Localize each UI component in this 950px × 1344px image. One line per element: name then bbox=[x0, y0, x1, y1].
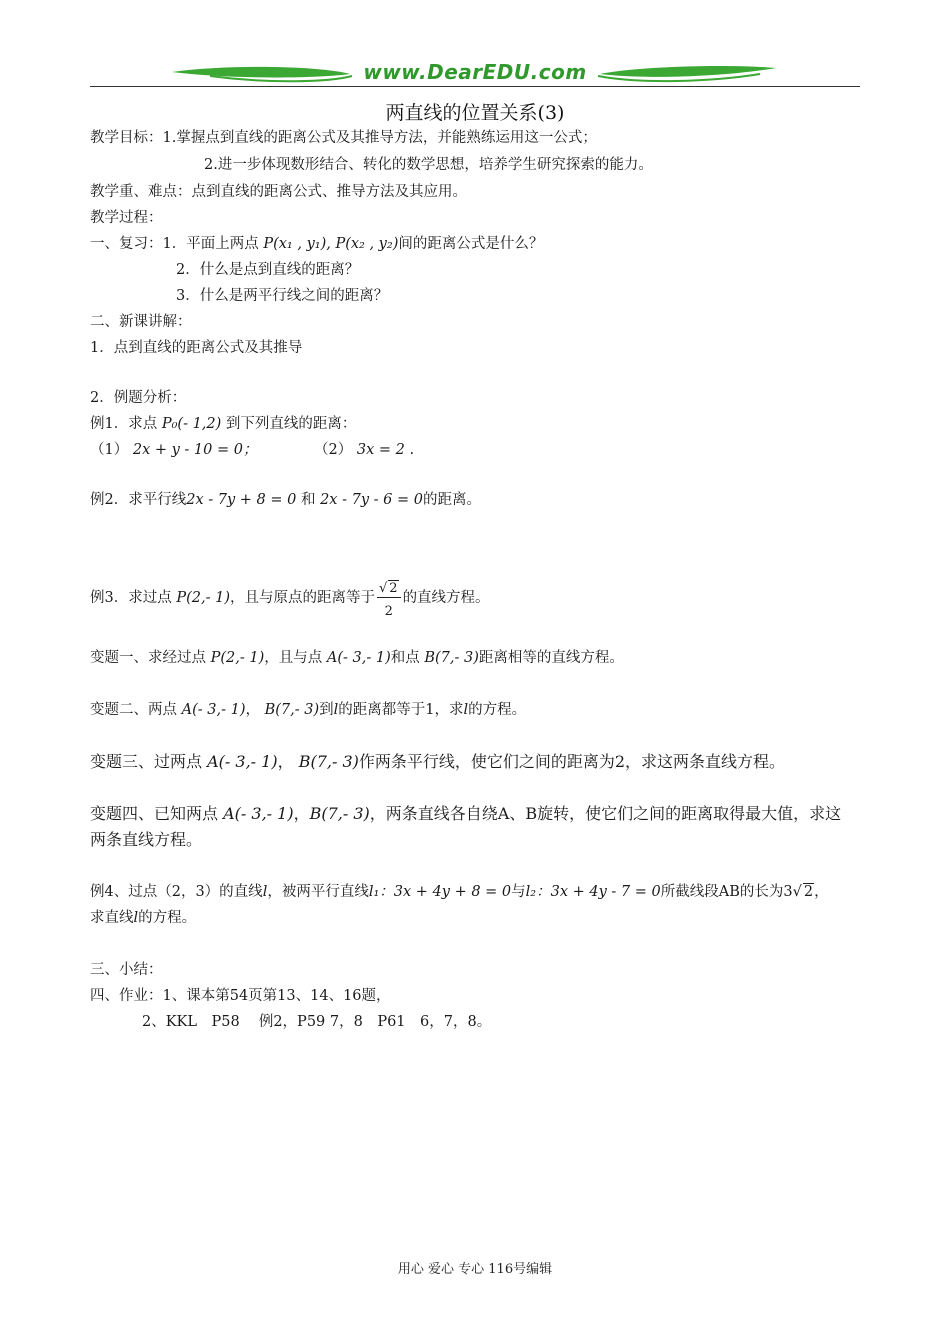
var1-point-a: A(- 3,- 1) bbox=[326, 650, 391, 666]
review-q1-prefix: 一、复习：1．平面上两点 bbox=[90, 236, 259, 252]
review-q2: 2．什么是点到直线的距离？ bbox=[176, 262, 360, 278]
ex4-prefix: 例4、过点（2，3）的直线 bbox=[90, 884, 263, 900]
var2-point-a: A(- 3,- 1) bbox=[181, 702, 246, 718]
header-divider bbox=[90, 86, 860, 87]
ex4-len-rad: 2 bbox=[803, 884, 814, 900]
homework-line-2: 2、KKL P58 例2，P59 7，8 P61 6，7，8。 bbox=[142, 1014, 492, 1030]
example-4-line2 bbox=[90, 908, 196, 928]
var1-point-b: B(7,- 3) bbox=[424, 650, 479, 666]
var1-prefix: 变题一、求经过点 bbox=[90, 650, 206, 666]
page-footer: 用心 爱心 专心 116号编辑 bbox=[397, 1262, 553, 1277]
new-lesson-heading: 二、新课讲解： bbox=[90, 314, 192, 330]
review-q1-formula: P(x₁ , y₁), P(x₂ , y₂) bbox=[263, 236, 399, 252]
objectives-line-1 bbox=[90, 128, 597, 148]
new-lesson-sub2: 2．例题分析： bbox=[90, 390, 187, 406]
var3-sep: ， bbox=[277, 752, 294, 771]
ex2-eq2: 2x - 7y - 6 = 0 bbox=[320, 492, 423, 508]
logo-text: www.DearEDU.com bbox=[363, 60, 587, 84]
variant-3 bbox=[90, 752, 785, 772]
example-1 bbox=[90, 414, 356, 434]
ex4-eq2: ：3x + 4y - 7 = 0 bbox=[536, 884, 661, 900]
ex2-suffix: 的距离。 bbox=[422, 492, 481, 508]
ex4-l: l bbox=[262, 884, 268, 900]
ex2-eq1: 2x - 7y + 8 = 0 bbox=[186, 492, 297, 508]
var2-mid2: 的距离都等于1，求 bbox=[338, 702, 464, 718]
ex1-part1-eq: 2x + y - 10 = 0； bbox=[132, 442, 258, 458]
variant-1 bbox=[90, 648, 624, 668]
ex4-mid2: 与 bbox=[511, 884, 526, 900]
ex3-fraction: $\frac{√ 2}{2}$ bbox=[377, 581, 401, 620]
summary: 三、小结： bbox=[90, 962, 163, 978]
var3-prefix: 变题三、过两点 bbox=[90, 752, 203, 771]
variant-2 bbox=[90, 700, 526, 720]
example-3 bbox=[90, 576, 490, 620]
ex4-mid3: 所截线段AB的长为 bbox=[660, 884, 784, 900]
ex3-prefix: 例3．求过点 bbox=[90, 590, 172, 606]
review-q3: 3．什么是两平行线之间的距离？ bbox=[176, 288, 389, 304]
var2-prefix: 变题二、两点 bbox=[90, 702, 177, 718]
ex4-mid1: ，被两平行直线 bbox=[267, 884, 369, 900]
ex4-l2: l₂ bbox=[525, 884, 537, 900]
page-title: 两直线的位置关系(3) bbox=[385, 102, 565, 124]
ex4-line2-prefix: 求直线 bbox=[90, 910, 134, 926]
var3-suffix: 作两条平行线，使它们之间的距离为2，求这两条直线方程。 bbox=[358, 752, 786, 771]
var1-point-p: P(2,- 1) bbox=[210, 650, 265, 666]
ex1-prefix: 例1．求点 bbox=[90, 416, 158, 432]
var1-suffix: 距离相等的直线方程。 bbox=[478, 650, 624, 666]
var1-mid2: 和点 bbox=[390, 650, 420, 666]
example-2 bbox=[90, 490, 481, 510]
ex3-frac-den: 2 bbox=[384, 603, 393, 619]
ex2-mid: 和 bbox=[300, 492, 316, 508]
example-1-part2 bbox=[314, 440, 414, 460]
ex1-part2-label: （2） bbox=[314, 442, 353, 458]
objective-item-1: 1.掌握点到直线的距离公式及其推导方法，并能熟练运用这一公式； bbox=[162, 130, 597, 146]
ex1-suffix: 到下列直线的距离： bbox=[225, 416, 357, 432]
homework-line-1: 四、作业：1、课本第54页第13、14、16题， bbox=[90, 988, 391, 1004]
ex4-l1: l₁ bbox=[368, 884, 380, 900]
var2-l1: l bbox=[333, 702, 339, 718]
ex3-suffix: 的直线方程。 bbox=[402, 590, 490, 606]
var4-suffix: ，两条直线各自绕A、B旋转，使它们之间的距离取得最大值，求这 bbox=[369, 804, 842, 823]
ex3-mid: ，且与原点的距离等于 bbox=[229, 590, 375, 606]
var1-mid1: ，且与点 bbox=[264, 650, 323, 666]
review-q1-suffix: 间的距离公式是什么？ bbox=[398, 236, 544, 252]
variant-4 bbox=[90, 804, 841, 824]
var2-suffix: 的方程。 bbox=[468, 702, 527, 718]
var3-point-a: A(- 3,- 1) bbox=[207, 752, 278, 771]
example-1-parts bbox=[90, 440, 257, 460]
ex3-point: P(2,- 1) bbox=[176, 590, 230, 606]
ex2-prefix: 例2．求平行线 bbox=[90, 492, 187, 508]
variant-4-line2: 两条直线方程。 bbox=[90, 830, 203, 849]
var2-l2: l bbox=[463, 702, 469, 718]
objectives-label: 教学目标： bbox=[90, 130, 163, 146]
var4-sep: ， bbox=[293, 804, 310, 823]
ex3-frac-num: 2 bbox=[389, 580, 398, 596]
ex4-len-coef: 3 bbox=[783, 884, 793, 900]
key-points: 教学重、难点：点到直线的距离公式、推导方法及其应用。 bbox=[90, 184, 467, 200]
ex4-eq1: ：3x + 4y + 8 = 0 bbox=[379, 884, 512, 900]
var2-mid: 到 bbox=[319, 702, 334, 718]
ex1-part2-eq: 3x = 2 . bbox=[356, 442, 415, 458]
var4-prefix: 变题四、已知两点 bbox=[90, 804, 219, 823]
var4-point-a: A(- 3,- 1) bbox=[223, 804, 294, 823]
review-q1 bbox=[90, 234, 543, 254]
example-4: 例4、过点（2，3）的直线l，被两平行直线l₁：3x + 4y + 8 = 0与l₂：3x + 4y - 7 = 0所截线段AB的长为3√ 2， bbox=[90, 884, 829, 900]
process-label: 教学过程： bbox=[90, 210, 163, 226]
var2-sep: ， bbox=[245, 702, 260, 718]
var4-point-b: B(7,- 3) bbox=[309, 804, 370, 823]
var2-point-b: B(7,- 3) bbox=[264, 702, 320, 718]
ex1-point: P₀(- 1,2) bbox=[161, 416, 222, 432]
ex4-suffix: ， bbox=[814, 884, 829, 900]
ex1-part1-label: （1） bbox=[90, 442, 129, 458]
new-lesson-sub1: 1．点到直线的距离公式及其推导 bbox=[90, 340, 303, 356]
var3-point-b: B(7,- 3) bbox=[298, 752, 359, 771]
ex4-line2-l: l bbox=[133, 910, 139, 926]
objective-item-2: 2.进一步体现数形结合、转化的数学思想，培养学生研究探索的能力。 bbox=[204, 157, 653, 173]
ex4-line2-suffix: 的方程。 bbox=[138, 910, 197, 926]
